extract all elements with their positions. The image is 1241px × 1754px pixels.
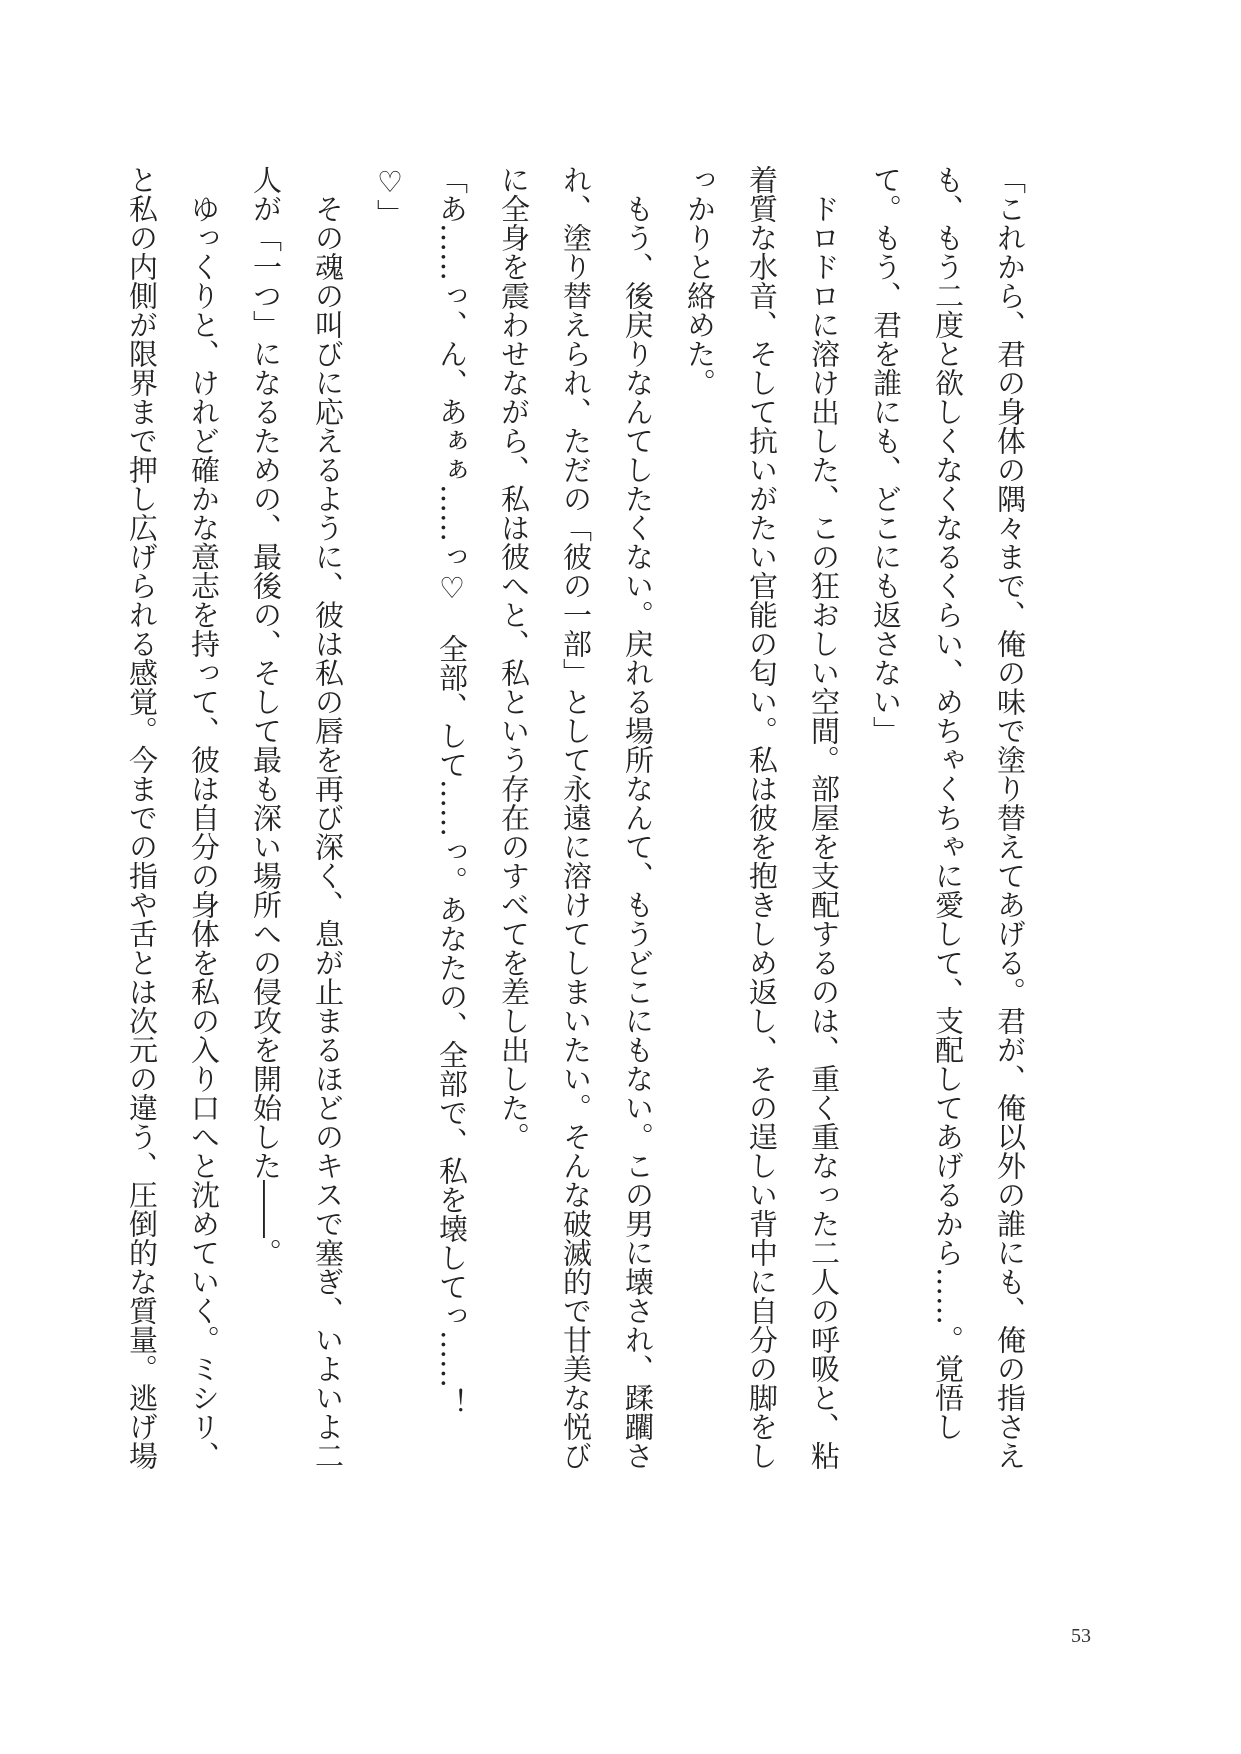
text-line: れ、塗り替えられ、ただの「彼の一部」として永遠に溶けてしまいたい。そんな破滅的で甘美な悦び — [559, 165, 593, 1470]
text-line: 「これから、君の身体の隅々まで、俺の味で塗り替えてあげる。君が、俺以外の誰にも、俺の指さえ — [993, 165, 1027, 1470]
text-line: ♡」 — [373, 165, 407, 228]
text-line: ゆっくりと、けれど確かな意志を持って、彼は自分の身体を私の入り口へと沈めていく。ミシリ、 — [187, 165, 221, 1470]
page-number: 53 — [1071, 1625, 1091, 1647]
text-line: 「あ……っ、ん、あぁぁ……っ♡ 全部、して……っ。あなたの、全部で、私を壊してっ……！ — [435, 165, 469, 1417]
text-line: て。もう、君を誰にも、どこにも返さない」 — [869, 165, 903, 745]
text-line: ドロドロに溶け出した、この狂おしい空間。部屋を支配するのは、重く重なった二人の呼吸と、粘 — [807, 165, 841, 1470]
text-line: と私の内側が限界まで押し広げられる感覚。今までの指や舌とは次元の違う、圧倒的な質量。逃げ場 — [125, 165, 159, 1470]
body-text — [111, 165, 1041, 1595]
text-line: もう、後戻りなんてしたくない。戻れる場所なんて、もうどこにもない。この男に壊され、蹂躙さ — [621, 165, 655, 1470]
text-line: 人が「一つ」になるための、最後の、そして最も深い場所への侵攻を開始した――。 — [249, 165, 283, 1267]
text-line: っかりと絡めた。 — [683, 165, 717, 397]
text-line: に全身を震わせながら、私は彼へと、私という存在のすべてを差し出した。 — [497, 165, 531, 1151]
text-line: その魂の叫びに応えるように、彼は私の唇を再び深く、息が止まるほどのキスで塞ぎ、いよいよ二 — [311, 165, 345, 1470]
text-line: 着質な水音、そして抗いがたい官能の匂い。私は彼を抱きしめ返し、その逞しい背中に自分の脚をし — [745, 165, 779, 1470]
text-line: も、もう二度と欲しくなくなるくらい、めちゃくちゃに愛して、支配してあげるから……。覚悟し — [931, 165, 965, 1441]
